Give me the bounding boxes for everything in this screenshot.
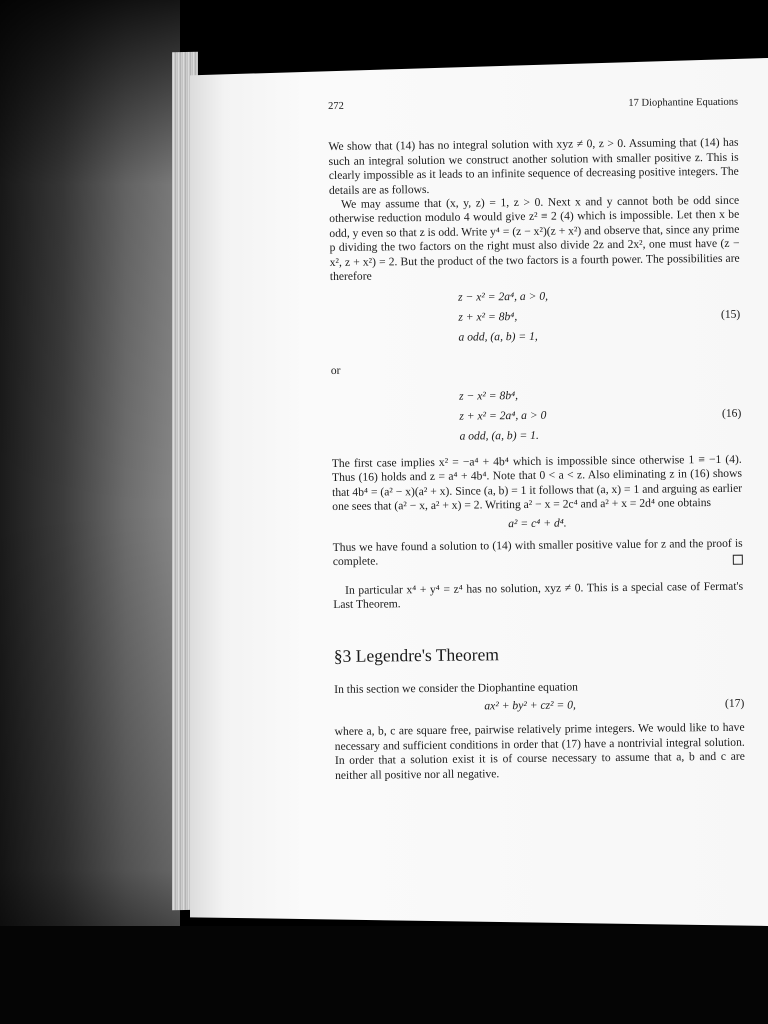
eq17-formula: ax² + by² + cz² = 0, [484, 698, 576, 713]
paragraph-5: In particular x⁴ + y⁴ = z⁴ has no solution, xyz ≠ 0. This is a special case of Fermat's Last Theorem. [333, 579, 744, 612]
dark-surface [0, 926, 768, 1024]
eq16-label: (16) [721, 406, 742, 420]
paragraph-3: The first case implies x² = −a⁴ + 4b⁴ which is impossible since otherwise 1 ≡ −1 (4). Thus (16) holds and z = a⁴ + 4b⁴. Note that 0 < a < z. Also eliminating z in (16) shows that 4b⁴ = (a² − x)(a² + x). Since (a, b) = 1 it follows that (a, x) = 1 and arguing as earlier one sees that (a² − x, a² + x) = 2. Writing a² − x = 2c⁴ and a² + x = 2d⁴ one obtains [331, 452, 743, 514]
page-content [328, 96, 745, 783]
equation-system-16 [331, 387, 742, 451]
paragraph-4-text: Thus we have found a solution to (14) with smaller positive value for z and the proof is complete. [332, 536, 743, 569]
section-intro: In this section we consider the Diophantine equation [334, 680, 578, 696]
paragraph-2: We may assume that (x, y, z) = 1, z > 0. Next x and y cannot both be odd since otherwise reduction modulo 4 would give z² ≡ 2 (4) which is impossible. Let then x be odd, y even so that z is odd. Write y⁴ = (z − x²)(z + x²) and observe that, since any prime p dividing the two factors on the right must also divide 2z and 2x², one must have (z − x², z + x²) = 2. But the product of the two factors is a fourth power. The possibilities are therefore [329, 193, 740, 284]
section-paragraph: where a, b, c are square free, pairwise relatively prime integers. We would like to have necessary and sufficient conditions in order that (17) have a nontrivial integral solution. In order that a solution exist it is of course necessary to assume that a, b and c are neither all positive nor all negative. [334, 721, 745, 782]
eq17-label: (17) [724, 697, 745, 711]
or-text: or [330, 364, 341, 378]
eq15-label: (15) [720, 308, 741, 322]
equation-a-squared: a² = c⁴ + d⁴. [508, 516, 567, 530]
equation-17 [334, 697, 744, 723]
qed-box-icon [733, 555, 743, 565]
eq16-line-1: z − x² = 8b⁴, [459, 388, 519, 403]
eq15-line-3: a odd, (a, b) = 1, [458, 330, 538, 345]
eq15-line-2: z + x² = 8b⁴, [458, 310, 518, 325]
page-number: 272 [328, 100, 344, 112]
equation-system-15 [330, 288, 741, 352]
paragraph-1: We show that (14) has no integral solution with xyz ≠ 0, z > 0. Assuming that (14) has such an integral solution we construct another solution with smaller positive z. This is clearly impossible as it leads to an infinite sequence of decreasing positive integers. The details are as follows. [328, 136, 739, 197]
backdrop-shade [0, 0, 180, 1024]
section-title: §3 Legendre's Theorem [333, 643, 500, 666]
running-header [328, 96, 738, 115]
eq16-line-2: z + x² = 2a⁴, a > 0 [459, 408, 547, 423]
eq16-line-3: a odd, (a, b) = 1. [459, 428, 539, 443]
paragraph-4 [333, 537, 743, 570]
chapter-title: 17 Diophantine Equations [628, 96, 739, 109]
eq15-line-1: z − x² = 2a⁴, a > 0, [458, 290, 549, 305]
